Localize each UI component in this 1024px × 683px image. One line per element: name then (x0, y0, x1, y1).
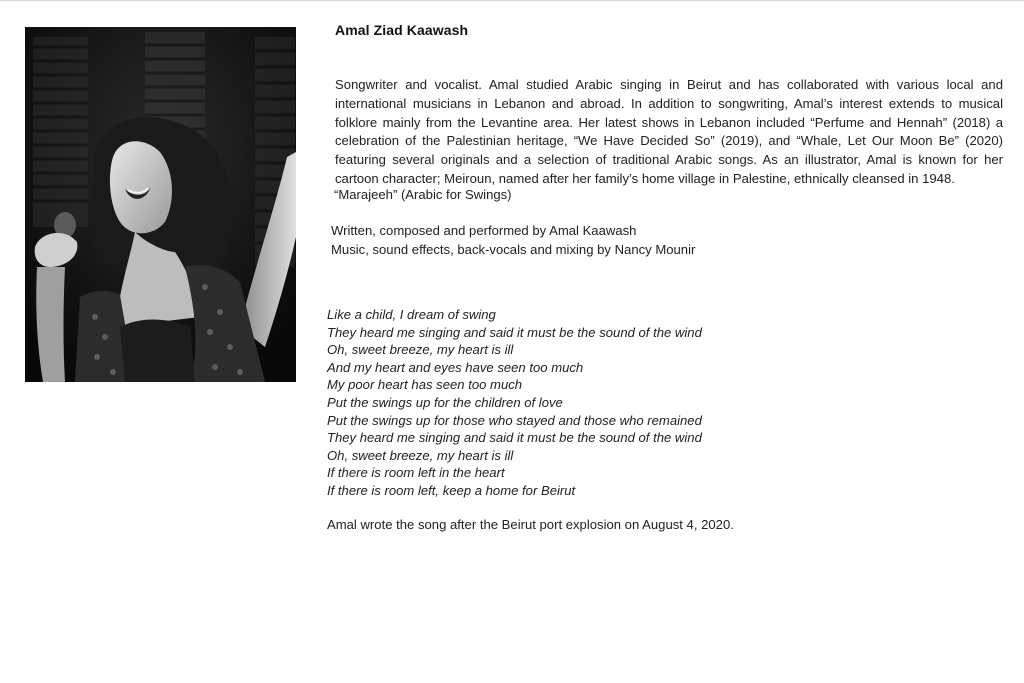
lyric-line: And my heart and eyes have seen too much (327, 359, 584, 375)
lyric-line: Oh, sweet breeze, my heart is ill (327, 342, 514, 358)
artist-photo (25, 27, 296, 382)
song-note: Amal wrote the song after the Beirut port explosion on August 4, 2020. (327, 517, 734, 532)
lyric-line: Like a child, I dream of swing (327, 307, 496, 322)
lyric-line: If there is room left in the heart (327, 465, 505, 481)
top-garment (120, 320, 195, 383)
lyric-line: Oh, sweet breeze, my heart is ill (327, 447, 514, 463)
song-credits (331, 222, 695, 259)
lyric-line: If there is room left, keep a home for Beirut (327, 482, 576, 498)
lyric-line: Put the swings up for the children of love (327, 394, 563, 410)
song-lyrics (327, 306, 702, 500)
artist-bio: Songwriter and vocalist. Amal studied Arabic singing in Beirut and has collaborated with various local and international musicians in Lebanon and abroad. In addition to songwriting, Amal’s interest extends to musical folklore mainly from the Levantine area. Her latest shows in Lebanon included “Perfume and Hennah” (2018) a celebration of the Palestinian heritage, “We Have Decided So” (2019), and “Whale, Let Our Moon Be” (2020) featuring several originals and a selection of traditional Arabic songs. As an illustrator, Amal is known for her cartoon character; Meiroun, named after her family’s home village in Palestine, ethnically cleansed in 1948. (335, 77, 1003, 186)
credit-line: Written, composed and performed by Amal Kaawash (331, 223, 637, 238)
lyric-line: They heard me singing and said it must be the sound of the wind (327, 430, 702, 446)
top-divider (0, 0, 1024, 1)
lyric-line: My poor heart has seen too much (327, 377, 523, 393)
song-title: “Marajeeh” (Arabic for Swings) (334, 187, 512, 202)
left-arm (36, 267, 65, 382)
lyric-line: They heard me singing and said it must be the sound of the wind (327, 324, 702, 340)
lyric-line: Put the swings up for those who stayed and those who remained (327, 412, 702, 428)
artist-photo-illustration (25, 27, 296, 382)
artist-name: Amal Ziad Kaawash (335, 22, 469, 38)
credit-line: Music, sound effects, back-vocals and mixing by Nancy Mounir (331, 241, 696, 257)
